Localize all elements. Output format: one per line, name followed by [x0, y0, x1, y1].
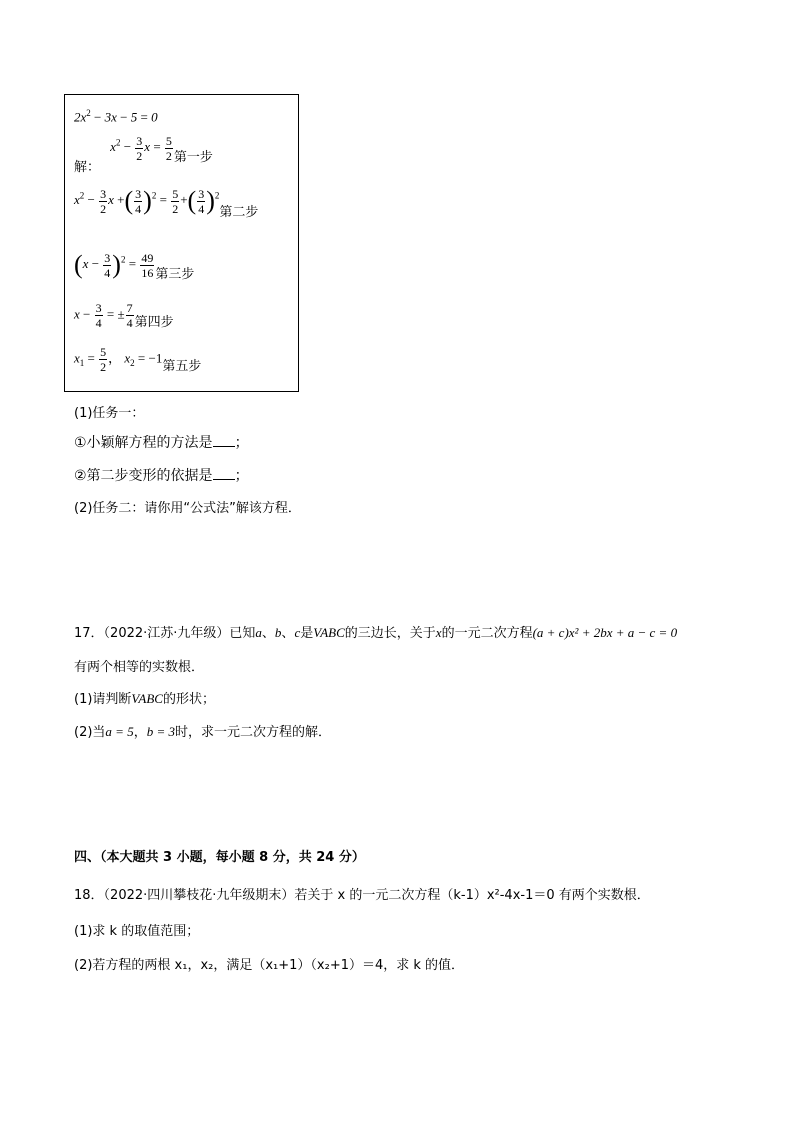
q17-part1: (1)请判断VABC的形状；	[74, 691, 215, 707]
task1-heading: (1)任务一：	[74, 406, 145, 421]
step3-line: (x − $\frac{3}{4}$ )$^2$ = $\frac{49}{16}$ 第三步	[74, 250, 195, 282]
step3-label: 第三步	[155, 266, 195, 282]
q18-part2: (2)若方程的两根 x₁，x₂，满足（x₁+1）（x₂+1）＝4，求 k 的值．	[74, 958, 465, 973]
step4-line: x − $\frac{3}{4}$ = ± $\frac{7}{4}$ 第四步	[74, 301, 174, 331]
jie-label: 解：	[74, 160, 101, 176]
step4-label: 第四步	[134, 315, 174, 331]
step5-label: 第五步	[162, 359, 202, 375]
answer-blank-2[interactable]	[213, 479, 235, 480]
answer-blank-1[interactable]	[213, 446, 235, 447]
task1-sub1: ①小颖解方程的方法是 ；	[74, 435, 249, 451]
q17-line2: 有两个相等的实数根．	[74, 660, 205, 675]
q17-line1: 17．（2022·江苏·九年级）已知a、b、c是VABC的三边长，关于x的一元二次方程(a + c)x² + 2bx + a − c = 0	[74, 625, 678, 641]
q17-part2: (2)当a = 5，b = 3时，求一元二次方程的解．	[74, 724, 332, 740]
task1-sub2: ②第二步变形的依据是 ；	[74, 468, 249, 484]
step1-label: 第一步	[173, 150, 213, 166]
step2-line: $x^2$ − $\frac{3}{2}$ x +( $\frac{3}{4}$ )$^2$ = $\frac{5}{2}$ +( $\frac{3}{4}$ )$^2$第二步	[74, 186, 259, 220]
step5-line: $x_1$ = $\frac{5}{2}$ ， $x_2 = -1$第五步	[74, 345, 202, 375]
section-4-heading: 四、（本大题共 3 小题，每小题 8 分，共 24 分）	[74, 850, 365, 865]
task2-text: (2)任务二：请你用“公式法”解该方程．	[74, 501, 301, 516]
q18-part1: (1)求 k 的取值范围；	[74, 924, 200, 939]
step1-line: 解： $x^2$ − $\frac{3}{2}$ x = $\frac{5}{2}$ 第一步	[74, 134, 213, 176]
step2-label: 第二步	[219, 204, 259, 220]
equation-original: $2x^2 - 3x - 5 = 0$	[74, 108, 158, 125]
q18-line1: 18．（2022·四川攀枝花·九年级期末）若关于 x 的一元二次方程（k-1）x²-4x-1＝0 有两个实数根．	[74, 888, 650, 903]
